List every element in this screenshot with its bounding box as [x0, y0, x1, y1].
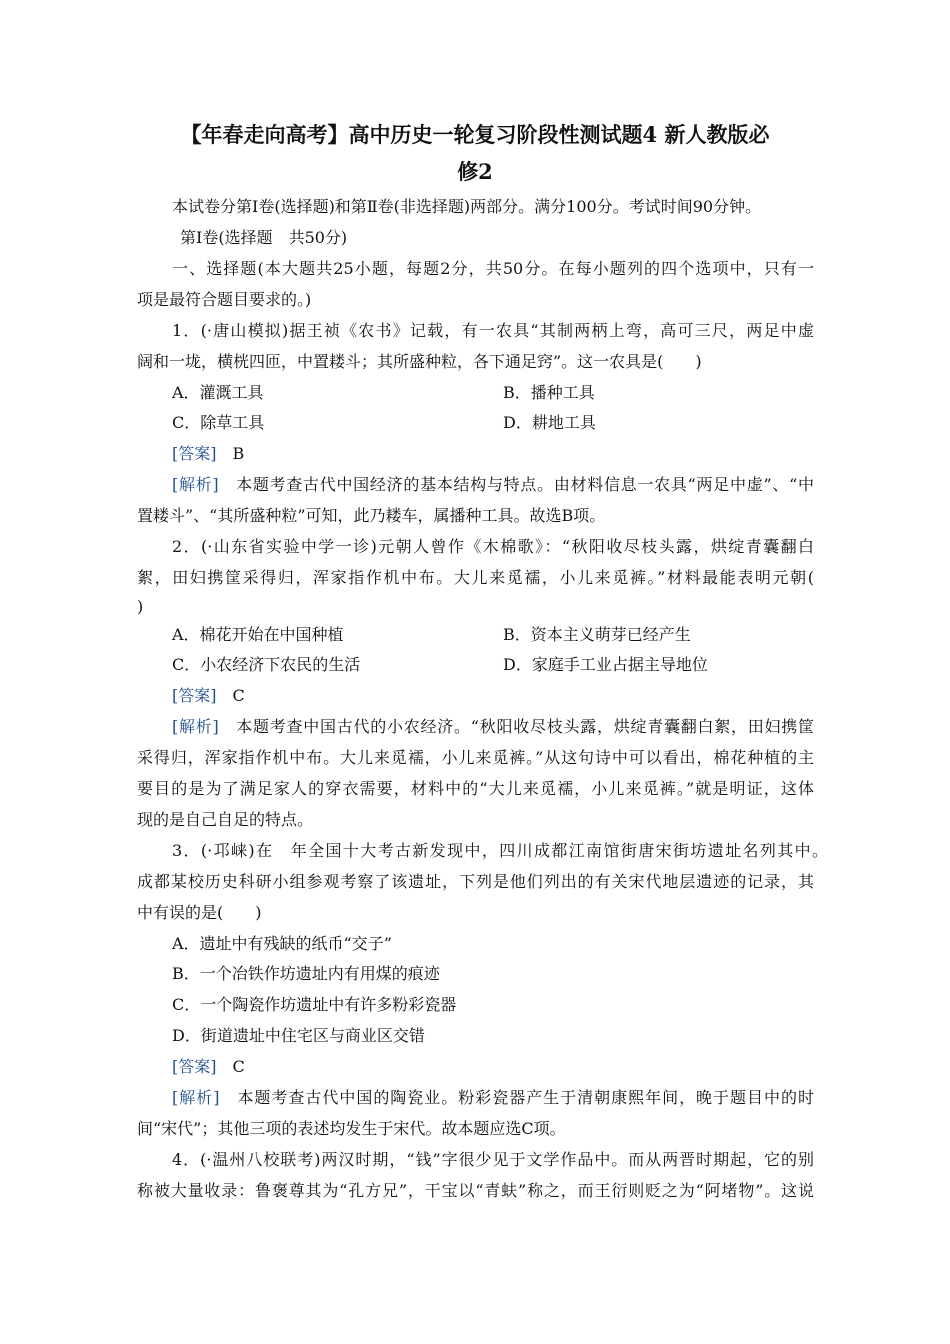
q2-option-a: A．棉花开始在中国种植	[172, 625, 344, 644]
analysis-tag: [解析]	[172, 475, 219, 494]
q2-analysis-line3: 要目的是为了满足家人的穿衣需要，材料中的“大儿来觅襦，小儿来觅裤。”就是明证，这体	[137, 779, 814, 798]
q1-answer: B	[232, 444, 245, 463]
q2-analysis-line4: 现的是自己自足的特点。	[137, 810, 314, 829]
q2-analysis-text1: 本题考查中国古代的小农经济。“秋阳收尽枝头露，烘绽青囊翻白絮，田妇携筐	[236, 717, 814, 736]
section1-instructions-line1: 一、选择题(本大题共25小题，每题2分，共50分。在每小题列的四个选项中，只有一	[172, 259, 814, 278]
q1-option-c: C．除草工具	[172, 413, 265, 432]
q3-analysis-line2: 间“宋代”；其他三项的表述均发生于宋代。故本题应选C项。	[137, 1119, 566, 1138]
q2-stem-line1: 2．(·山东省实验中学一诊)元朝人曾作《木棉歌》：“秋阳收尽枝头露，烘绽青囊翻白	[172, 537, 814, 556]
q3-option-d: D．街道遗址中住宅区与商业区交错	[172, 1026, 425, 1045]
analysis-tag: [解析]	[172, 1088, 220, 1107]
q1-analysis-line2: 置耧斗”、“其所盛种粒”可知，此乃耧车，属播种工具。故选B项。	[137, 506, 606, 525]
q1-option-d: D．耕地工具	[503, 413, 596, 432]
q2-answer-row	[172, 685, 245, 707]
q3-answer-row	[172, 1056, 245, 1078]
analysis-tag: [解析]	[172, 717, 219, 736]
q4-stem-line2: 称被大量收录：鲁褒尊其为“孔方兄”，干宝以“青蚨”称之，而王衍则贬之为“阿堵物”。这说	[137, 1181, 814, 1200]
q2-analysis-line1	[172, 716, 814, 738]
q3-analysis-text1: 本题考查古代中国的陶瓷业。粉彩瓷器产生于清朝康熙年间，晚于题目中的时	[237, 1088, 814, 1107]
q3-stem-line2: 成都某校历史科研小组参观考察了该遗址，下列是他们列出的有关宋代地层遗迹的记录，其	[137, 872, 814, 891]
q2-stem-line3: )	[137, 597, 144, 616]
section1-instructions-line2: 项是最符合题目要求的。)	[137, 290, 312, 309]
q2-answer: C	[232, 686, 245, 705]
q1-stem-line1: 1．(·唐山模拟)据王祯《农书》记载，有一农具“其制两柄上弯，高可三尺，两足中虚	[172, 321, 814, 340]
q1-answer-row	[172, 443, 244, 465]
q4-stem-line1: 4．(·温州八校联考)两汉时期，“钱”字很少见于文学作品中。而从两晋时期起，它的别	[172, 1150, 814, 1169]
part1-heading: 第Ⅰ卷(选择题 共50分)	[180, 228, 348, 247]
q3-analysis-line1	[172, 1087, 814, 1109]
q3-option-b: B．一个冶铁作坊遗址内有用煤的痕迹	[172, 964, 440, 983]
document-title-line2: 修2	[457, 159, 493, 184]
answer-tag: [答案]	[172, 444, 217, 463]
q2-option-d: D．家庭手工业占据主导地位	[503, 655, 708, 674]
q1-option-a: A．灌溉工具	[172, 383, 264, 402]
exam-intro: 本试卷分第Ⅰ卷(选择题)和第Ⅱ卷(非选择题)两部分。满分100分。考试时间90分钟。	[172, 197, 762, 216]
q1-stem-line2: 阔和一垅，横桄四匝，中置耧斗；其所盛种粒，各下通足窍”。这一农具是( )	[137, 352, 702, 371]
q2-option-b: B．资本主义萌芽已经产生	[503, 625, 691, 644]
q1-analysis-text1: 本题考查古代中国经济的基本结构与特点。由材料信息一农具“两足中虚”、“中	[236, 475, 814, 494]
q3-stem-line1: 3．(·邛崃)在 年全国十大考古新发现中，四川成都江南馆街唐宋街坊遗址名列其中。	[172, 841, 828, 860]
q1-analysis-line1	[172, 474, 814, 496]
q2-analysis-line2: 采得归，浑家指作机中布。大儿来觅襦，小儿来觅裤。”从这句诗中可以看出，棉花种植的主	[137, 748, 814, 767]
q3-option-c: C．一个陶瓷作坊遗址中有许多粉彩瓷器	[172, 995, 457, 1014]
q3-answer: C	[232, 1057, 245, 1076]
q2-option-c: C．小农经济下农民的生活	[172, 655, 361, 674]
q2-stem-line2: 絮，田妇携筐采得归，浑家指作机中布。大儿来觅襦，小儿来觅裤。”材料最能表明元朝(	[137, 568, 814, 587]
answer-tag: [答案]	[172, 686, 217, 705]
q3-option-a: A．遗址中有残缺的纸币“交子”	[172, 934, 392, 953]
q1-option-b: B．播种工具	[503, 383, 595, 402]
document-title-line1: 【年春走向高考】高中历史一轮复习阶段性测试题4 新人教版必	[180, 122, 770, 147]
q3-stem-line3: 中有误的是( )	[137, 903, 262, 922]
answer-tag: [答案]	[172, 1057, 217, 1076]
